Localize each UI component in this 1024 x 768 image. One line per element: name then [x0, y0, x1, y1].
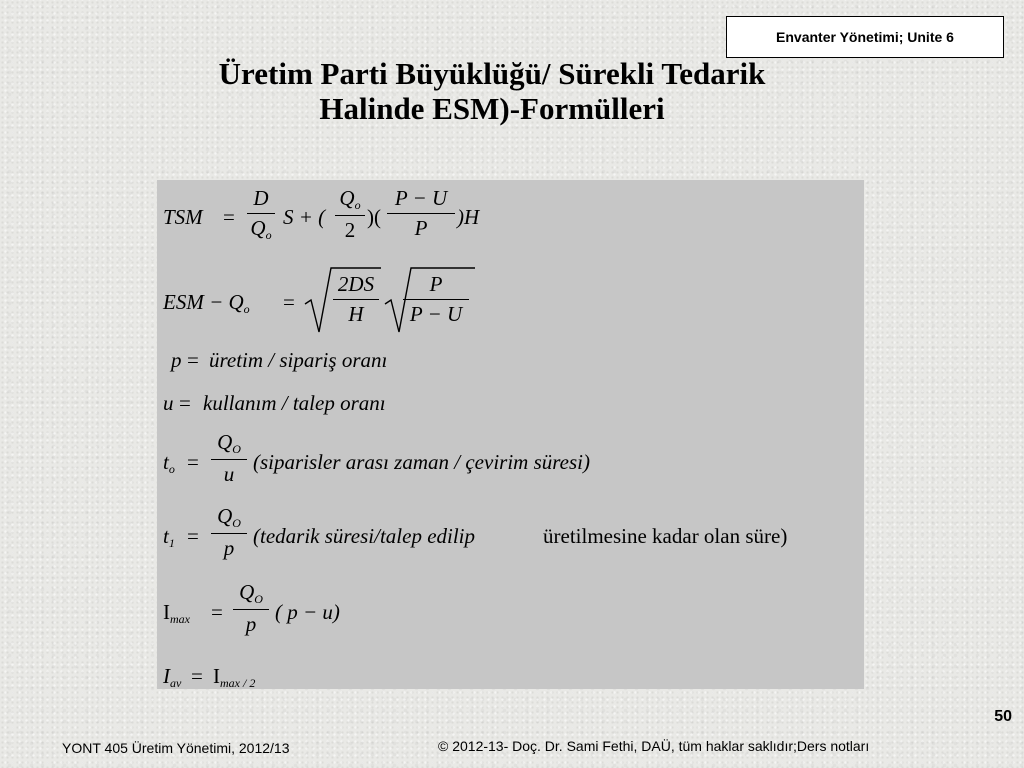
tsm-s-term: S + (	[283, 205, 326, 229]
title-line-1: Üretim Parti Büyüklüğü/ Sürekli Tedarik	[218, 56, 766, 91]
t1-frac: $Q_O$ p	[211, 504, 247, 561]
esm-eq: =	[283, 290, 295, 314]
tsm-frac-2: $Q_o$ 2	[335, 186, 365, 243]
esm-frac-1: 2DS H	[333, 272, 379, 327]
t0-frac: $Q_O$ u	[211, 430, 247, 487]
esm-frac-2: P P − U	[403, 272, 469, 327]
footer-course: YONT 405 Üretim Yönetimi, 2012/13	[62, 740, 290, 756]
title-line-2: Halinde ESM)-Formülleri	[319, 91, 665, 126]
esm-lhs: ESM − $Q_o$	[163, 290, 250, 316]
unit-tag: Envanter Yönetimi; Unite 6	[726, 16, 1004, 58]
tsm-frac-1: D $Q_o$	[247, 186, 275, 243]
formula-panel: TSM = D $Q_o$ S + ( $Q_o$ 2 )( P − U P )H ESM − $Q_o$ = 2DS H P P − U p = üretim / sipariş oranı u = kullanım / talep oranı $t_o$ = $Q_O$ u (siparisler arası zaman / çevirim süresi) $t_1$ = $Q_O$ p (tedarik süresi/talep edilip üretilmesine kadar olan süre) $I_{max}$ = $Q_O$ p ( p − u) $I_{av}$ = $I_{max / 2}$	[157, 180, 864, 689]
tsm-eq: =	[223, 205, 235, 229]
page-number: 50	[994, 708, 1012, 725]
footer-copyright: © 2012-13- Doç. Dr. Sami Fethi, DAÜ, tüm haklar saklıdır;Ders notları	[438, 738, 870, 754]
tsm-tail: )H	[457, 205, 480, 229]
imax-frac: $Q_O$ p	[233, 580, 269, 637]
tsm-frac-3: P − U P	[387, 186, 455, 241]
tsm-lhs: TSM	[163, 205, 203, 229]
slide-title	[0, 56, 984, 126]
tsm-mid: )(	[367, 205, 381, 229]
